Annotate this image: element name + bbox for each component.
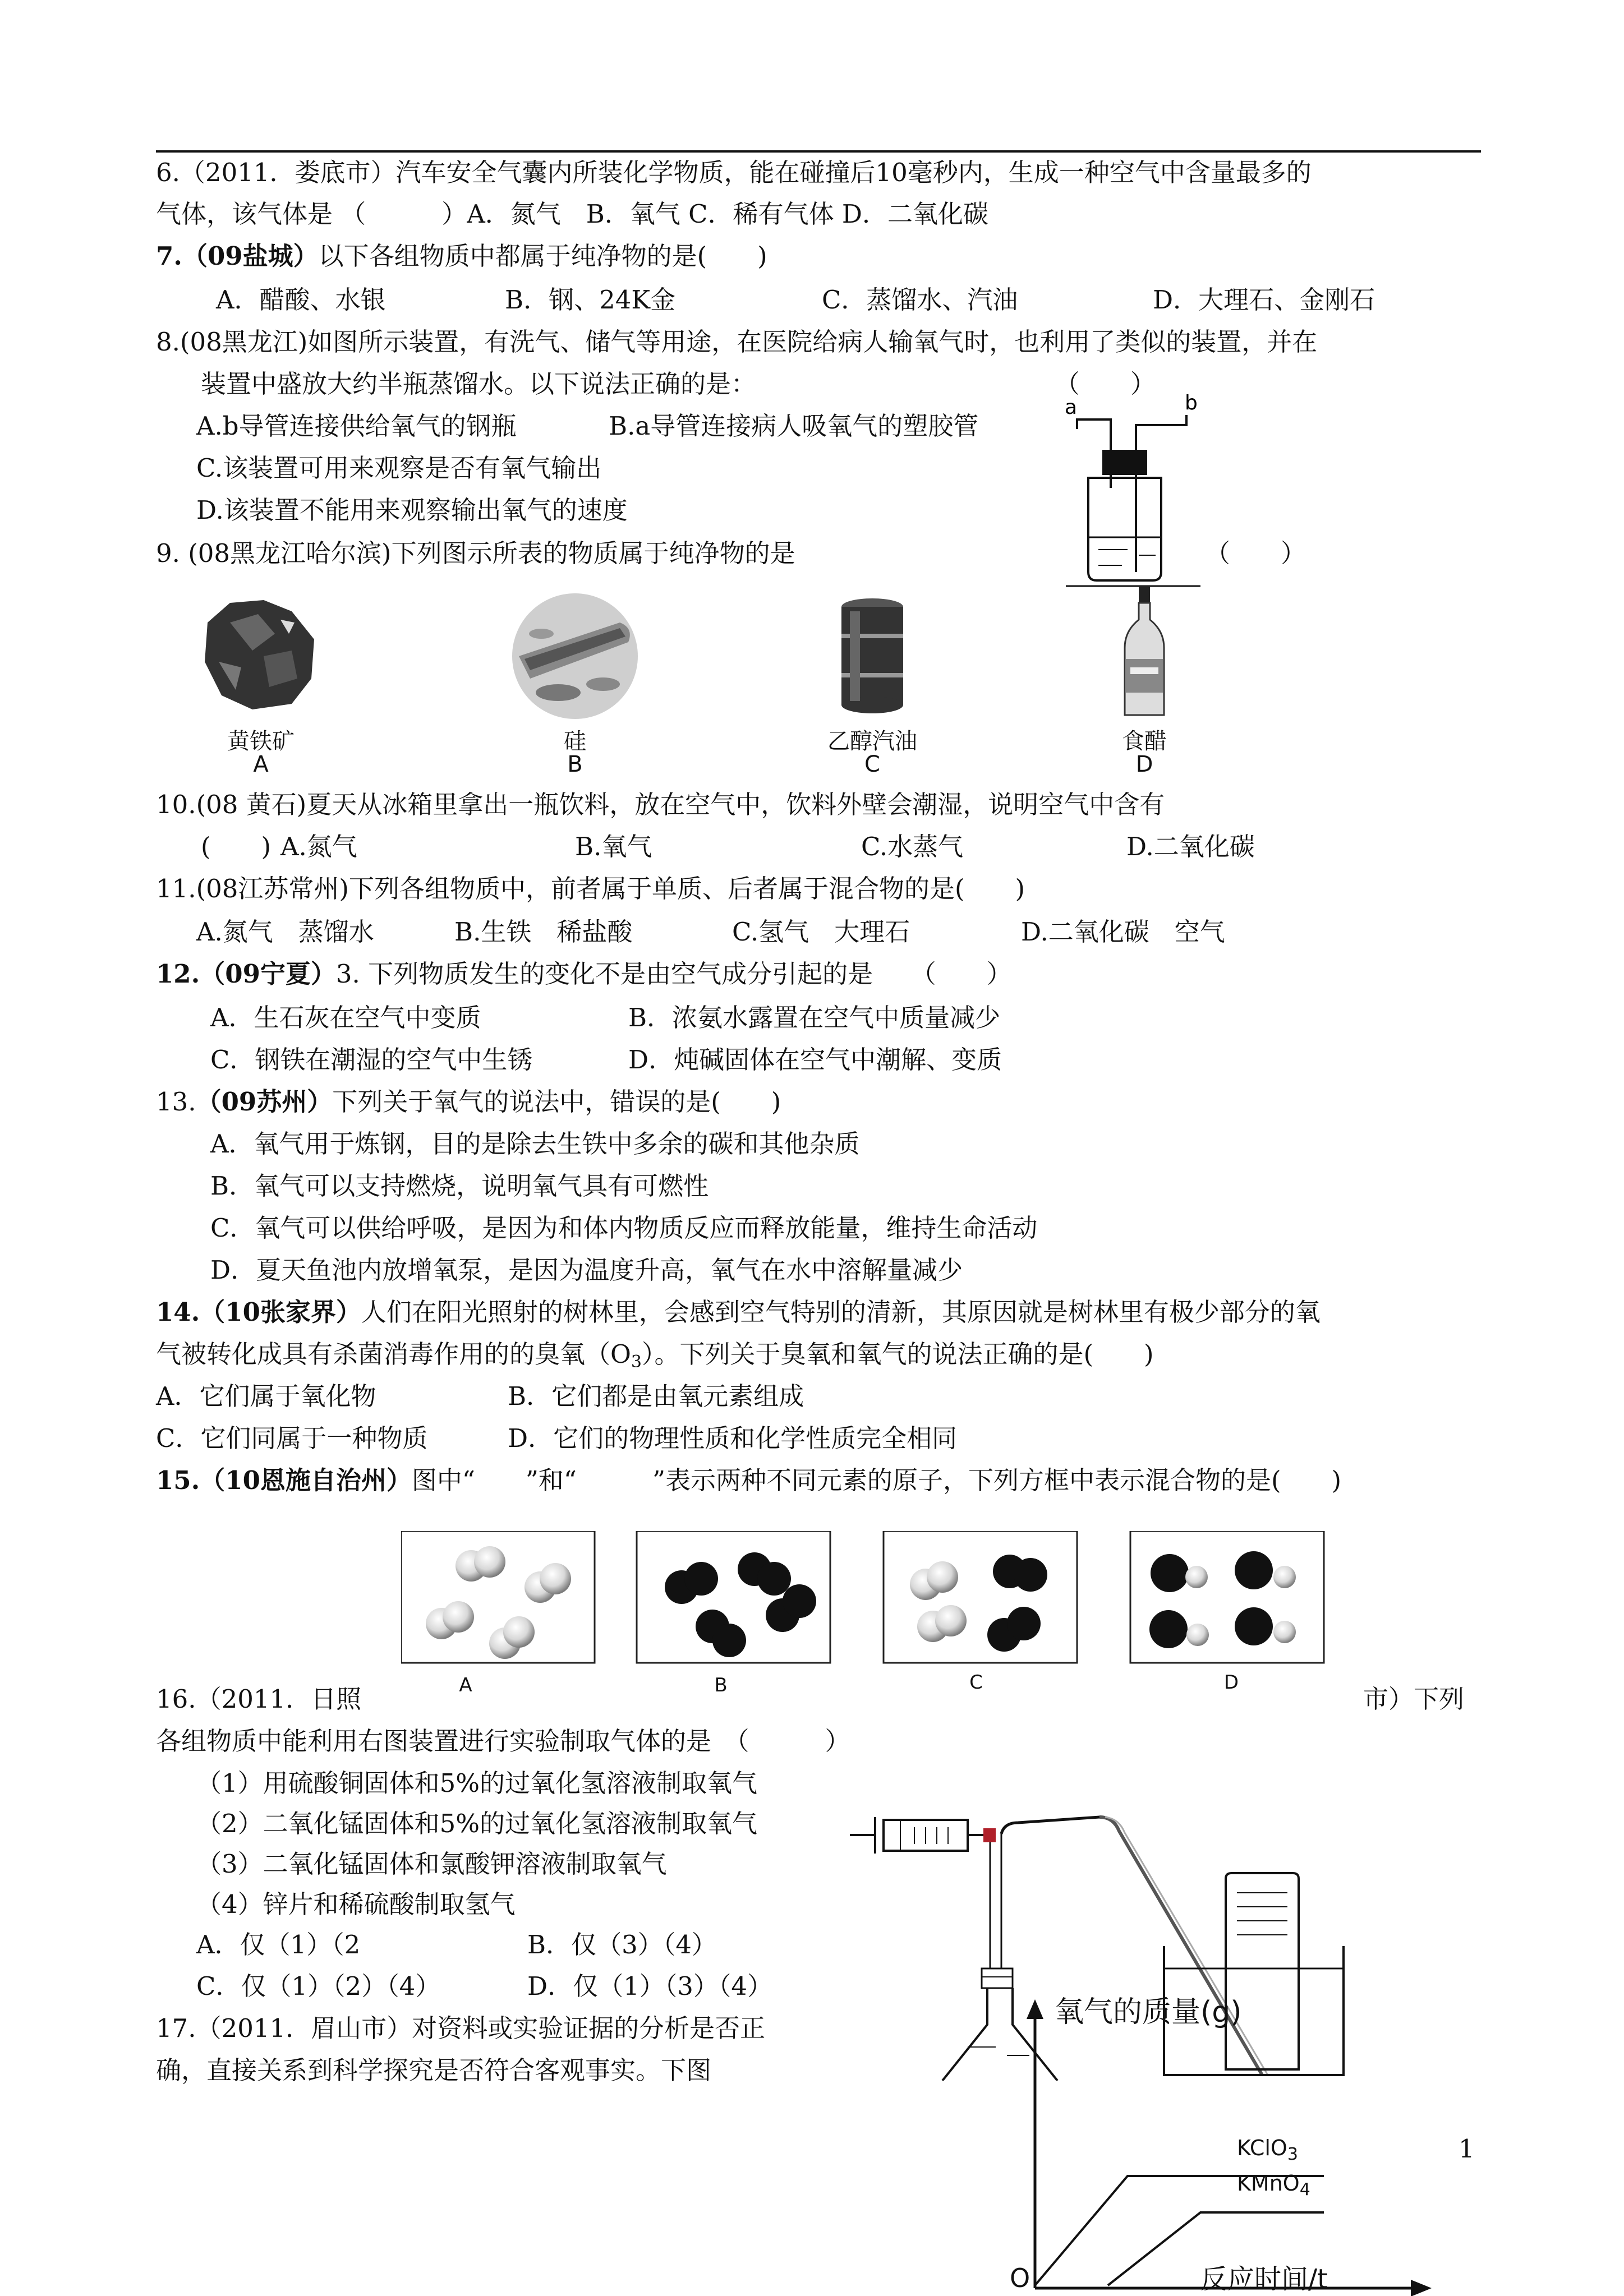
q15-stem — [156, 1464, 1341, 1497]
q10-line1: 10.(08 黄石)夏天从冰箱里拿出一瓶饮料，放在空气中，饮料外壁会潮湿，说明空气中含有 — [156, 790, 1165, 819]
q9-stem: 9. (08黑龙江哈尔滨)下列图示所表的物质属于纯净物的是 — [156, 538, 795, 568]
box-c-label: C — [969, 1671, 983, 1694]
q8-option-a: A.b导管连接供给氧气的钢瓶 — [196, 411, 517, 441]
q16-choice-b: B．仅（3）（4） — [527, 1930, 717, 1960]
q13-number: 13. — [156, 1087, 196, 1117]
q7-option-b: B．钢、24K金 — [505, 285, 675, 315]
vinegar-bottle-image — [1119, 586, 1170, 721]
q14-option-d: D．它们的物理性质和化学性质完全相同 — [508, 1423, 958, 1453]
box-c — [884, 1531, 1077, 1663]
q9-paren: （ ） — [1205, 538, 1306, 568]
q10-option-c: C.水蒸气 — [861, 832, 964, 861]
q10-paren: ( ) — [201, 832, 272, 861]
q8-option-d: D.该装置不能用来观察输出氧气的速度 — [196, 495, 628, 525]
q11-option-c: C.氢气 大理石 — [732, 917, 910, 947]
q12-option-d: D．炖碱固体在空气中潮解、变质 — [628, 1045, 1002, 1075]
q14-line1 — [156, 1295, 1321, 1329]
q7-option-a: A．醋酸、水银 — [216, 285, 386, 315]
kmno4-subscript: 4 — [1299, 2180, 1310, 2200]
q11-option-d: D.二氧化碳 空气 — [1021, 917, 1225, 947]
q9-item-c-name: 乙醇汽油 — [827, 729, 917, 754]
box-d-label: D — [1223, 1671, 1239, 1694]
q6-line1: 6.（2011．娄底市）汽车安全气囊内所装化学物质，能在碰撞后10毫秒内，生成一种空气中含量最多的 — [156, 158, 1312, 187]
q13-option-b: B．氧气可以支持燃烧，说明氧气具有可燃性 — [210, 1171, 709, 1201]
q8-option-c: C.该装置可用来观察是否有氧气输出 — [196, 453, 602, 483]
q12-option-a: A．生石灰在空气中变质 — [210, 1003, 481, 1032]
ethanol-gasoline-image — [833, 594, 912, 718]
q13-stem — [156, 1085, 781, 1119]
pyrite-image — [196, 589, 325, 718]
q14-option-b: B．它们都是由氧元素组成 — [508, 1381, 804, 1411]
q6-line2: 气体，该气体是 （ ）A．氮气 B．氧气 C．稀有气体 D．二氧化碳 — [156, 199, 988, 229]
q11-option-a: A.氮气 蒸馏水 — [196, 917, 374, 947]
q15-head: 15.（10恩施自治州） — [156, 1465, 412, 1495]
graph-x-label: 反应时间/t — [1200, 2263, 1328, 2295]
kclo3-label: KClO — [1237, 2136, 1287, 2160]
q7-option-c: C．蒸馏水、汽油 — [822, 285, 1018, 315]
q16-option-1: （1）用硫酸铜固体和5%的过氧化氢溶液制取氧气 — [196, 1768, 758, 1798]
q16-choice-a: A．仅（1）（2 — [196, 1930, 361, 1960]
oxygen-mass-graph — [1010, 1997, 1436, 2296]
q12-option-b: B．浓氨水露置在空气中质量减少 — [628, 1003, 1001, 1032]
q10-option-b: B.氧气 — [575, 832, 652, 861]
page-number: 1 — [1459, 2134, 1475, 2164]
graph-series-kclo3 — [1237, 2131, 1298, 2171]
q15-text: 图中“ ”和“ ”表示两种不同元素的原子，下列方框中表示混合物的是( ) — [411, 1465, 1342, 1495]
q16-option-4: （4）锌片和稀硫酸制取氢气 — [196, 1889, 516, 1919]
q7-stem — [156, 239, 767, 273]
molecule-boxes-figure — [401, 1531, 1332, 1677]
q7-option-d: D．大理石、金刚石 — [1153, 285, 1375, 315]
silicon-image — [508, 589, 642, 723]
q12-number: 12. — [156, 959, 200, 989]
graph-origin: O — [1010, 2263, 1030, 2293]
q13-option-a: A．氧气用于炼钢，目的是除去生铁中多余的碳和其他杂质 — [210, 1129, 860, 1159]
q9-item-c-letter: C — [864, 751, 880, 777]
q9-item-b-letter: B — [567, 751, 583, 777]
q14-option-a: A．它们属于氧化物 — [156, 1381, 376, 1411]
q8-option-b: B.a导管连接病人吸氧气的塑胶管 — [609, 411, 979, 441]
q17-line1: 17.（2011．眉山市）对资料或实验证据的分析是否正 — [156, 2013, 766, 2043]
q12-stem — [156, 957, 1012, 991]
q16-line2: 各组物质中能利用右图装置进行实验制取气体的是 （ ） — [156, 1726, 850, 1756]
q8-line2: 装置中盛放大约半瓶蒸馏水。以下说法正确的是： — [201, 369, 757, 399]
q17-line2: 确，直接关系到科学探究是否符合客观事实。下图 — [156, 2055, 712, 2085]
q16-choice-d: D．仅（1）（3）（4） — [527, 1971, 772, 2001]
q16-line1b: 市）下列 — [1363, 1684, 1465, 1714]
tube-a-label: a — [1065, 396, 1078, 419]
q14-line2 — [156, 1338, 1154, 1379]
q14-option-c: C．它们同属于一种物质 — [156, 1423, 428, 1453]
q8-paren: （ ） — [1055, 369, 1156, 399]
q9-item-a-letter: A — [253, 751, 269, 777]
q11-option-b: B.生铁 稀盐酸 — [454, 917, 633, 947]
q7-question: 以下各组物质中都属于纯净物的是( ) — [318, 241, 767, 271]
box-a-label: A — [459, 1674, 472, 1696]
q16-line1a: 16.（2011．日照 — [156, 1684, 362, 1714]
q8-line1: 8.(08黑龙江)如图所示装置，有洗气、储气等用途，在医院给病人输氧气时，也利用了类似的装置，并在 — [156, 327, 1318, 357]
q14-subscript: 3 — [631, 1352, 642, 1372]
q9-item-d-name: 食醋 — [1122, 729, 1167, 754]
q14-text1: 人们在阳光照射的树林里，会感到空气特别的清新，其原因就是树林里有极少部分的氧 — [361, 1297, 1321, 1327]
q9-item-d-letter: D — [1135, 751, 1153, 777]
q13-question: 下列关于氧气的说法中，错误的是( ) — [332, 1087, 781, 1117]
q13-option-d: D．夏天鱼池内放增氧泵，是因为温度升高，氧气在水中溶解量减少 — [210, 1255, 963, 1285]
q14-head: 14.（10张家界） — [156, 1297, 361, 1327]
kmno4-label: KMnO — [1237, 2171, 1300, 2196]
q12-option-c: C．钢铁在潮湿的空气中生锈 — [210, 1045, 533, 1075]
q12-source: （09宁夏） — [200, 959, 336, 989]
q13-option-c: C．氧气可以供给呼吸，是因为和体内物质反应而释放能量，维持生命活动 — [210, 1213, 1038, 1243]
q16-option-3: （3）二氧化锰固体和氯酸钾溶液制取氧气 — [196, 1849, 667, 1879]
q10-option-a: A.氮气 — [280, 832, 357, 861]
q14-text2b: ）。下列关于臭氧和氧气的说法正确的是( ) — [642, 1339, 1154, 1369]
q16-choice-c: C．仅（1）（2）（4） — [196, 1971, 441, 2001]
q11-stem: 11.(08江苏常州)下列各组物质中，前者属于单质、后者属于混合物的是( ) — [156, 874, 1025, 903]
graph-y-label: 氧气的质量(g) — [1055, 1995, 1242, 2029]
q16-option-2: （2）二氧化锰固体和5%的过氧化氢溶液制取氧气 — [196, 1809, 758, 1838]
q10-option-d: D.二氧化碳 — [1126, 832, 1255, 861]
q12-question: 3. 下列物质发生的变化不是由空气成分引起的是 （ ） — [335, 959, 1012, 989]
kclo3-subscript: 3 — [1287, 2145, 1298, 2164]
header-rule — [156, 150, 1481, 153]
q9-item-a-name: 黄铁矿 — [227, 729, 295, 754]
q13-source: （09苏州） — [196, 1087, 333, 1117]
q9-item-b-name: 硅 — [564, 729, 586, 754]
q14-text2a: 气被转化成具有杀菌消毒作用的的臭氧（O — [156, 1339, 631, 1369]
gas-washing-bottle-figure — [1055, 387, 1212, 600]
graph-series-kmno4 — [1237, 2166, 1310, 2207]
box-b-label: B — [714, 1674, 728, 1696]
q7-number: 7. — [156, 241, 182, 271]
tube-b-label: b — [1185, 391, 1198, 414]
q7-source: （09盐城） — [182, 241, 319, 271]
